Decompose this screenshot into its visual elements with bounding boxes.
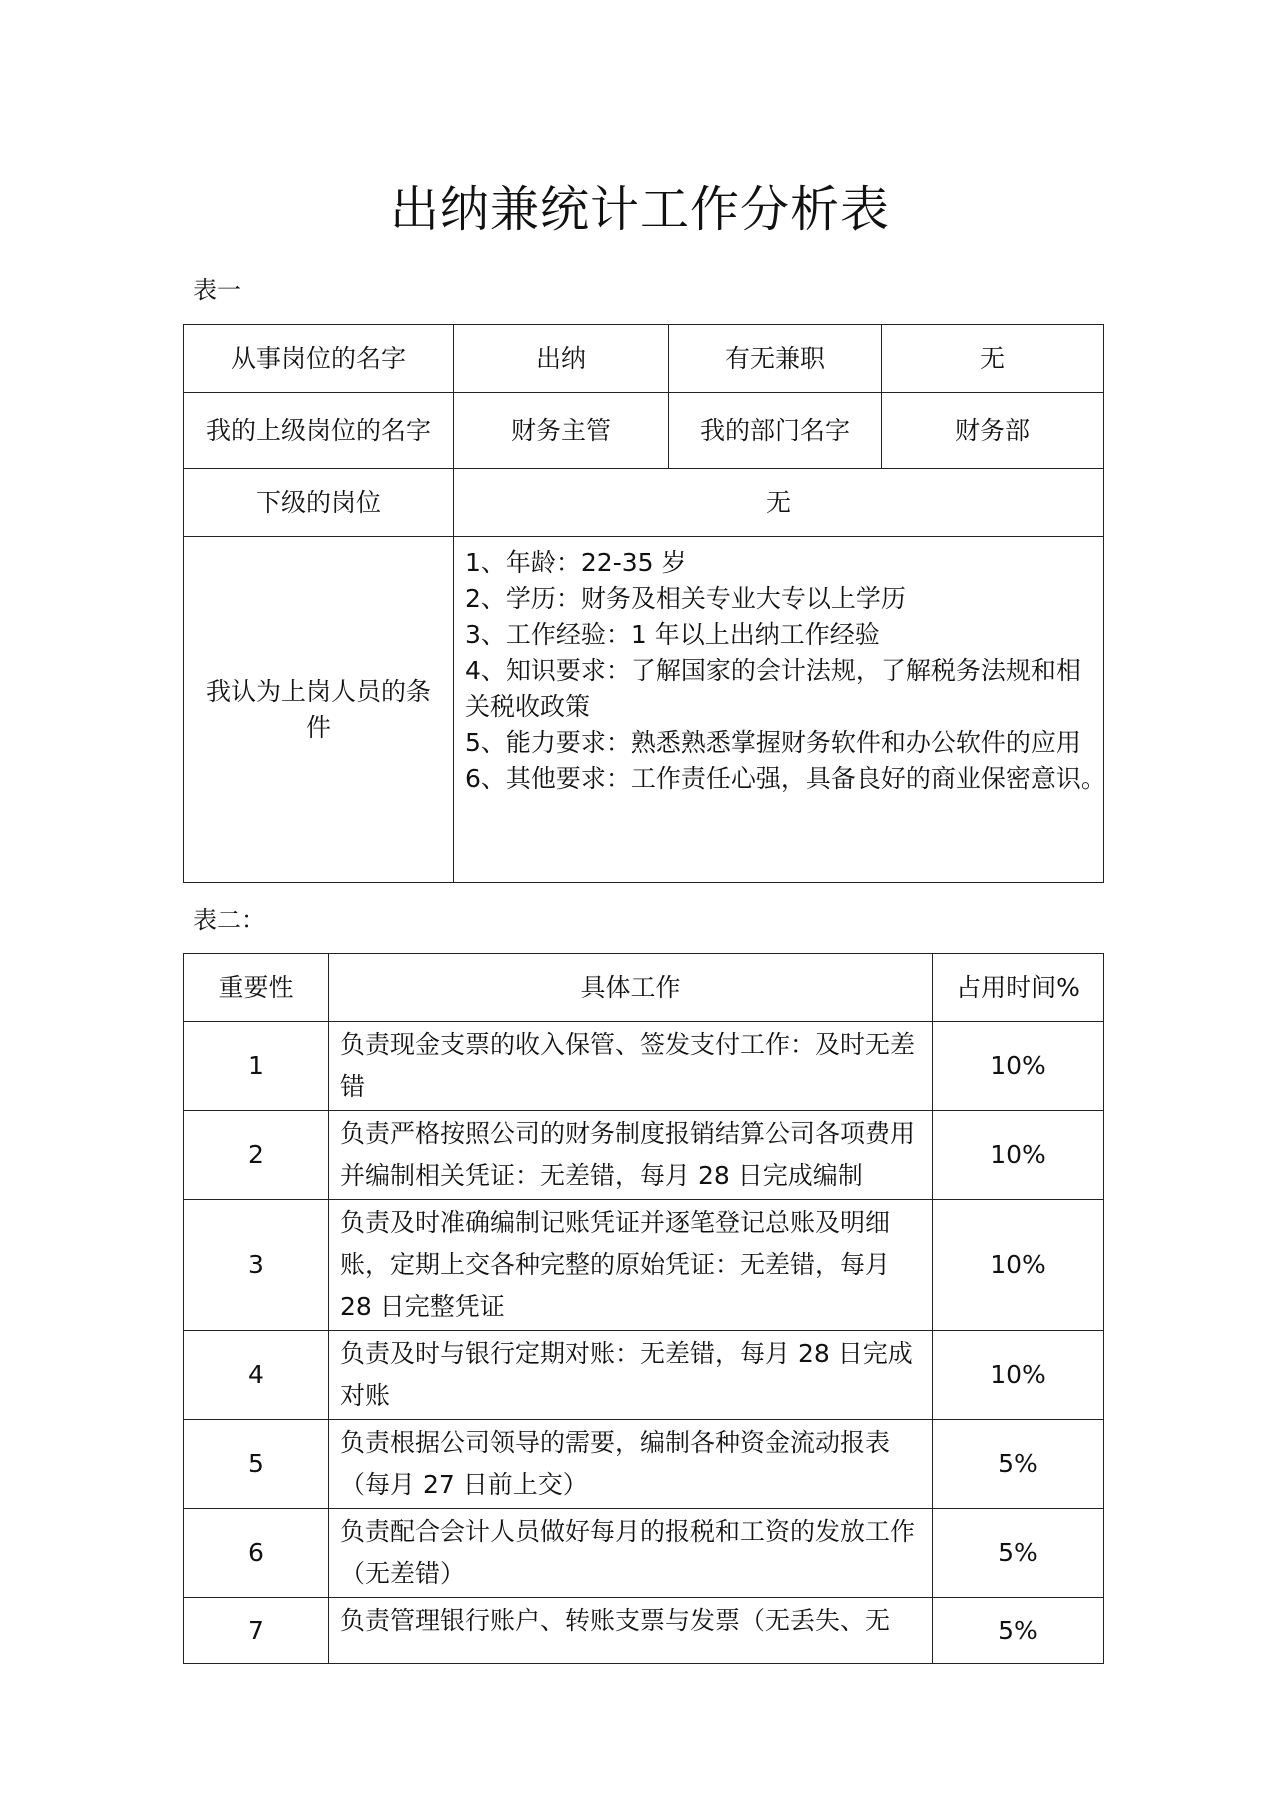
- document-title: 出纳兼统计工作分析表: [389, 181, 890, 238]
- row-task: 负责管理银行账户、转账支票与发票（无丢失、无: [329, 1598, 933, 1664]
- row-task: 负责严格按照公司的财务制度报销结算公司各项费用并编制相关凭证：无差错，每月 28 日完成编制: [329, 1111, 933, 1200]
- row-time: 5%: [933, 1420, 1104, 1509]
- row-task: 负责及时准确编制记账凭证并逐笔登记总账及明细账，定期上交各种完整的原始凭证：无差错，每月 28 日完整凭证: [329, 1200, 933, 1331]
- subordinate-value: 无: [454, 469, 1104, 537]
- row-time: 5%: [933, 1509, 1104, 1598]
- row-rank: 5: [184, 1420, 329, 1509]
- row-task: 负责现金支票的收入保管、签发支付工作：及时无差错: [329, 1022, 933, 1111]
- header-time: 占用时间%: [933, 954, 1104, 1022]
- position-name-label: 从事岗位的名字: [184, 325, 454, 393]
- job-duties-table: [183, 953, 1104, 1664]
- part-time-value: 无: [882, 325, 1104, 393]
- requirement-item: 关税收政策: [465, 692, 591, 721]
- row-rank: 7: [184, 1598, 329, 1664]
- header-task: 具体工作: [329, 954, 933, 1022]
- row-time: 10%: [933, 1022, 1104, 1111]
- requirement-item: 1、年龄：22-35 岁: [465, 548, 687, 577]
- subordinate-label: 下级的岗位: [184, 469, 454, 537]
- dept-value: 财务部: [882, 393, 1104, 469]
- requirement-item: 4、知识要求：了解国家的会计法规，了解税务法规和相: [465, 656, 1081, 685]
- table1-label: 表一: [193, 276, 241, 304]
- requirements-label: 我认为上岗人员的条件: [184, 537, 454, 883]
- job-info-table: [183, 324, 1104, 883]
- requirement-item: 3、工作经验：1 年以上出纳工作经验: [465, 620, 880, 649]
- position-name-value: 出纳: [454, 325, 669, 393]
- row-rank: 2: [184, 1111, 329, 1200]
- row-rank: 1: [184, 1022, 329, 1111]
- row-task: 负责根据公司领导的需要，编制各种资金流动报表（每月 27 日前上交）: [329, 1420, 933, 1509]
- requirement-item: 2、学历：财务及相关专业大专以上学历: [465, 584, 906, 613]
- row-time: 5%: [933, 1598, 1104, 1664]
- dept-label: 我的部门名字: [669, 393, 882, 469]
- row-time: 10%: [933, 1200, 1104, 1331]
- requirement-item: 6、其他要求：工作责任心强，具备良好的商业保密意识。: [465, 764, 1106, 793]
- row-time: 10%: [933, 1111, 1104, 1200]
- table2-label: 表二：: [193, 906, 265, 934]
- row-task: 负责及时与银行定期对账：无差错，每月 28 日完成对账: [329, 1331, 933, 1420]
- row-time: 10%: [933, 1331, 1104, 1420]
- part-time-label: 有无兼职: [669, 325, 882, 393]
- requirement-item: 5、能力要求：熟悉熟悉掌握财务软件和办公软件的应用: [465, 728, 1081, 757]
- superior-label: 我的上级岗位的名字: [184, 393, 454, 469]
- superior-value: 财务主管: [454, 393, 669, 469]
- row-task: 负责配合会计人员做好每月的报税和工资的发放工作（无差错）: [329, 1509, 933, 1598]
- row-rank: 3: [184, 1200, 329, 1331]
- row-rank: 6: [184, 1509, 329, 1598]
- requirements-list: [454, 537, 1104, 883]
- header-importance: 重要性: [184, 954, 329, 1022]
- row-rank: 4: [184, 1331, 329, 1420]
